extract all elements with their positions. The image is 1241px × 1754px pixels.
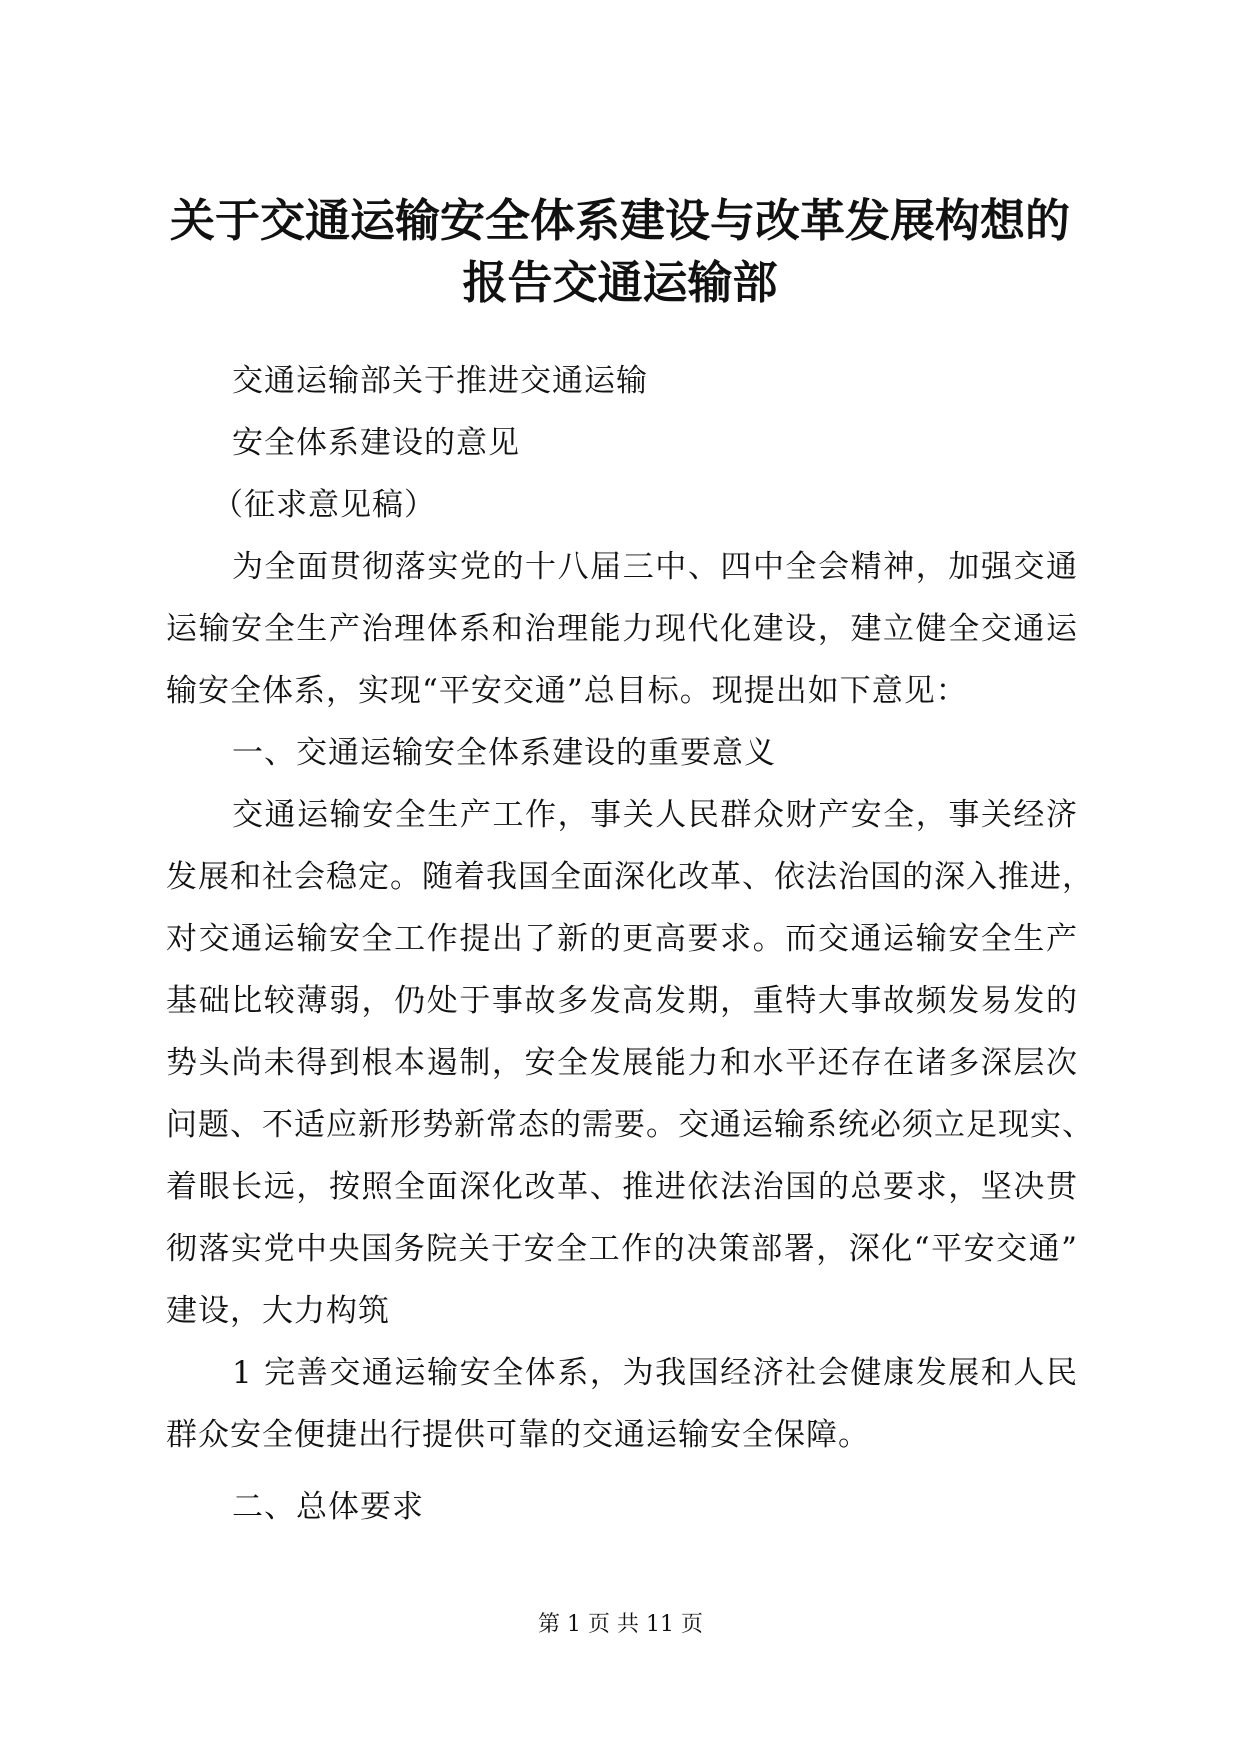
paragraph-line: 建设，大力构筑	[166, 1293, 390, 1329]
section-heading: 二、总体要求	[232, 1489, 424, 1525]
title-line-2: 报告交通运输部	[462, 256, 778, 309]
subtitle-line: 安全体系建设的意见	[232, 425, 520, 461]
paragraph-line: 彻落实党中央国务院关于安全工作的决策部署，深化“平安交通”	[166, 1231, 1078, 1267]
page-number: 第 1 页 共 11 页	[538, 1612, 703, 1637]
paragraph-line: 运输安全生产治理体系和治理能力现代化建设，建立健全交通运	[166, 611, 1078, 647]
paragraph-line: 发展和社会稳定。随着我国全面深化改革、依法治国的深入推进，	[166, 859, 1094, 895]
paragraph-line: 为全面贯彻落实党的十八届三中、四中全会精神，加强交通	[232, 549, 1078, 585]
paragraph-line: 势头尚未得到根本遏制，安全发展能力和水平还存在诸多深层次	[166, 1045, 1078, 1081]
document-title	[140, 190, 1100, 314]
paragraph-line: 基础比较薄弱，仍处于事故多发高发期，重特大事故频发易发的	[166, 983, 1078, 1019]
paragraph-line: 群众安全便捷出行提供可靠的交通运输安全保障。	[166, 1417, 870, 1453]
paragraph-line: 着眼长远，按照全面深化改革、推进依法治国的总要求，坚决贯	[166, 1169, 1078, 1205]
paragraph-line: 1 完善交通运输安全体系，为我国经济社会健康发展和人民	[232, 1355, 1078, 1391]
issuer-line: 交通运输部关于推进交通运输	[232, 363, 648, 399]
document-body	[166, 350, 1094, 1538]
paragraph-line: 交通运输安全生产工作，事关人民群众财产安全，事关经济	[232, 797, 1078, 833]
paragraph-line: 输安全体系，实现“平安交通”总目标。现提出如下意见：	[166, 673, 968, 709]
draft-note: （征求意见稿）	[212, 487, 436, 523]
paragraph-line: 问题、不适应新形势新常态的需要。交通运输系统必须立足现实、	[166, 1107, 1094, 1143]
paragraph-line: 对交通运输安全工作提出了新的更高要求。而交通运输安全生产	[166, 921, 1078, 957]
title-line-1: 关于交通运输安全体系建设与改革发展构想的	[169, 194, 1070, 247]
section-heading: 一、交通运输安全体系建设的重要意义	[232, 735, 776, 771]
